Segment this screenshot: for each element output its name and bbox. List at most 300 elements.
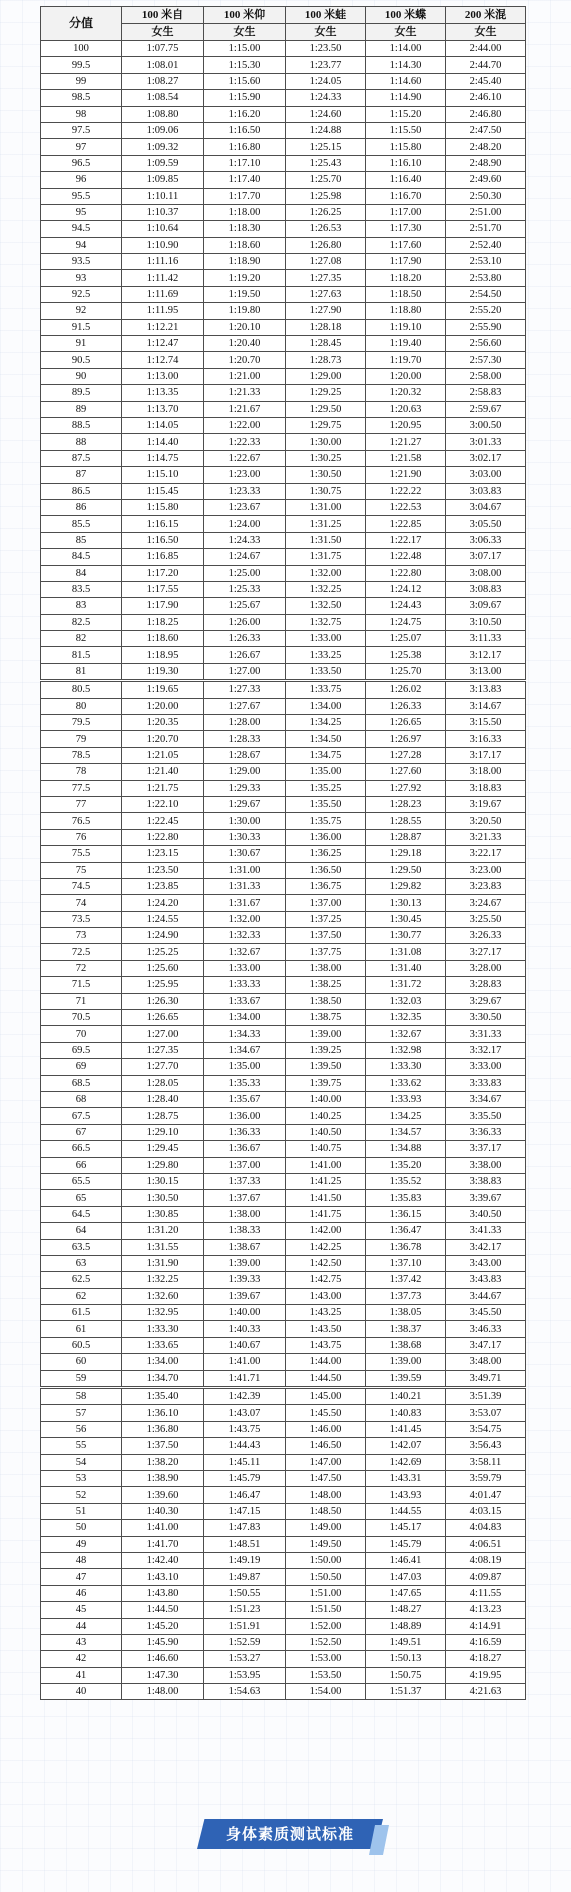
time-cell-100-back: 1:53.27	[204, 1651, 286, 1667]
time-cell-100-breast: 1:36.50	[286, 862, 366, 878]
time-cell-100-back: 1:34.00	[204, 1010, 286, 1026]
time-cell-100-fly: 1:14.90	[366, 90, 446, 106]
time-cell-200-im: 3:11.33	[446, 631, 526, 647]
time-cell-100-back: 1:27.33	[204, 681, 286, 698]
table-row	[41, 764, 526, 780]
table-row	[41, 911, 526, 927]
time-cell-100-breast: 1:26.80	[286, 237, 366, 253]
time-cell-100-free: 1:09.32	[122, 139, 204, 155]
time-cell-100-fly: 1:29.82	[366, 878, 446, 894]
table-row	[41, 598, 526, 614]
time-cell-100-back: 1:19.80	[204, 303, 286, 319]
time-cell-100-fly: 1:15.20	[366, 106, 446, 122]
time-cell-100-back: 1:25.33	[204, 581, 286, 597]
time-cell-100-fly: 1:34.57	[366, 1124, 446, 1140]
time-cell-200-im: 3:20.50	[446, 813, 526, 829]
table-row	[41, 895, 526, 911]
table-row	[41, 715, 526, 731]
time-cell-100-back: 1:35.33	[204, 1075, 286, 1091]
time-cell-200-im: 3:27.17	[446, 944, 526, 960]
score-cell: 55	[41, 1438, 122, 1454]
time-cell-100-back: 1:20.40	[204, 336, 286, 352]
time-cell-100-back: 1:15.90	[204, 90, 286, 106]
time-cell-200-im: 3:17.17	[446, 747, 526, 763]
time-cell-100-free: 1:28.40	[122, 1092, 204, 1108]
time-cell-200-im: 3:07.17	[446, 549, 526, 565]
time-cell-100-fly: 1:49.51	[366, 1634, 446, 1650]
time-cell-100-fly: 1:47.03	[366, 1569, 446, 1585]
time-cell-100-back: 1:18.30	[204, 221, 286, 237]
time-cell-100-back: 1:22.67	[204, 450, 286, 466]
time-cell-100-breast: 1:32.50	[286, 598, 366, 614]
table-row	[41, 532, 526, 548]
time-cell-100-fly: 1:32.67	[366, 1026, 446, 1042]
time-cell-200-im: 3:04.67	[446, 499, 526, 515]
time-cell-100-breast: 1:51.50	[286, 1602, 366, 1618]
time-cell-100-breast: 1:28.45	[286, 336, 366, 352]
time-cell-100-breast: 1:28.18	[286, 319, 366, 335]
time-cell-100-back: 1:47.83	[204, 1520, 286, 1536]
time-cell-100-fly: 1:14.30	[366, 57, 446, 73]
table-row	[41, 1438, 526, 1454]
score-cell: 93.5	[41, 254, 122, 270]
time-cell-100-free: 1:08.54	[122, 90, 204, 106]
time-cell-200-im: 2:58.83	[446, 385, 526, 401]
score-cell: 77.5	[41, 780, 122, 796]
time-cell-100-free: 1:17.55	[122, 581, 204, 597]
score-cell: 54	[41, 1454, 122, 1470]
time-cell-100-fly: 1:34.88	[366, 1141, 446, 1157]
time-cell-200-im: 3:25.50	[446, 911, 526, 927]
table-body	[41, 41, 526, 1700]
table-row	[41, 319, 526, 335]
event-header-100-free: 100 米自	[122, 7, 204, 24]
time-cell-100-fly: 1:33.62	[366, 1075, 446, 1091]
time-cell-100-breast: 1:40.00	[286, 1092, 366, 1108]
time-cell-100-back: 1:24.00	[204, 516, 286, 532]
table-row	[41, 549, 526, 565]
time-cell-100-free: 1:10.64	[122, 221, 204, 237]
score-cell: 64	[41, 1223, 122, 1239]
table-row	[41, 237, 526, 253]
time-cell-100-fly: 1:20.63	[366, 401, 446, 417]
time-cell-100-free: 1:37.50	[122, 1438, 204, 1454]
table-row	[41, 368, 526, 384]
time-cell-200-im: 2:48.90	[446, 155, 526, 171]
time-cell-100-breast: 1:43.75	[286, 1337, 366, 1353]
score-cell: 66	[41, 1157, 122, 1173]
time-cell-100-back: 1:42.39	[204, 1388, 286, 1405]
time-cell-200-im: 4:16.59	[446, 1634, 526, 1650]
time-cell-100-back: 1:40.67	[204, 1337, 286, 1353]
score-cell: 81	[41, 663, 122, 680]
time-cell-100-free: 1:11.42	[122, 270, 204, 286]
time-cell-100-back: 1:18.60	[204, 237, 286, 253]
time-cell-200-im: 3:18.83	[446, 780, 526, 796]
time-cell-100-back: 1:27.67	[204, 698, 286, 714]
score-cell: 44	[41, 1618, 122, 1634]
table-row	[41, 1255, 526, 1271]
time-cell-100-fly: 1:37.42	[366, 1272, 446, 1288]
time-cell-100-fly: 1:43.93	[366, 1487, 446, 1503]
time-cell-100-free: 1:12.47	[122, 336, 204, 352]
time-cell-100-free: 1:23.50	[122, 862, 204, 878]
time-cell-100-free: 1:10.37	[122, 204, 204, 220]
time-cell-200-im: 2:56.60	[446, 336, 526, 352]
table-row	[41, 878, 526, 894]
time-cell-100-fly: 1:48.89	[366, 1618, 446, 1634]
time-cell-200-im: 3:39.67	[446, 1190, 526, 1206]
time-cell-100-free: 1:13.70	[122, 401, 204, 417]
time-cell-100-free: 1:31.55	[122, 1239, 204, 1255]
time-cell-100-free: 1:45.90	[122, 1634, 204, 1650]
score-cell: 82.5	[41, 614, 122, 630]
time-cell-200-im: 2:55.20	[446, 303, 526, 319]
table-row	[41, 813, 526, 829]
gender-header: 女生	[286, 24, 366, 41]
time-cell-100-free: 1:08.80	[122, 106, 204, 122]
time-cell-100-fly: 1:28.55	[366, 813, 446, 829]
score-cell: 96.5	[41, 155, 122, 171]
time-cell-200-im: 3:43.00	[446, 1255, 526, 1271]
time-cell-100-back: 1:36.67	[204, 1141, 286, 1157]
time-cell-100-fly: 1:36.78	[366, 1239, 446, 1255]
time-cell-100-back: 1:48.51	[204, 1536, 286, 1552]
table-row	[41, 1405, 526, 1421]
time-cell-200-im: 3:15.50	[446, 715, 526, 731]
score-cell: 83.5	[41, 581, 122, 597]
table-row	[41, 581, 526, 597]
time-cell-100-breast: 1:34.50	[286, 731, 366, 747]
time-cell-100-breast: 1:43.25	[286, 1305, 366, 1321]
time-cell-100-breast: 1:40.50	[286, 1124, 366, 1140]
time-cell-200-im: 2:59.67	[446, 401, 526, 417]
time-cell-200-im: 3:26.33	[446, 928, 526, 944]
time-cell-100-breast: 1:42.75	[286, 1272, 366, 1288]
time-cell-100-fly: 1:22.48	[366, 549, 446, 565]
table-row	[41, 1305, 526, 1321]
time-cell-100-free: 1:09.59	[122, 155, 204, 171]
table-row	[41, 450, 526, 466]
score-cell: 61	[41, 1321, 122, 1337]
time-cell-100-breast: 1:42.00	[286, 1223, 366, 1239]
time-cell-100-back: 1:39.00	[204, 1255, 286, 1271]
time-cell-100-fly: 1:44.55	[366, 1503, 446, 1519]
time-cell-100-back: 1:29.00	[204, 764, 286, 780]
score-cell: 85	[41, 532, 122, 548]
time-cell-200-im: 3:42.17	[446, 1239, 526, 1255]
score-cell: 62	[41, 1288, 122, 1304]
time-cell-100-back: 1:37.67	[204, 1190, 286, 1206]
score-cell: 99.5	[41, 57, 122, 73]
time-cell-100-back: 1:41.00	[204, 1354, 286, 1370]
table-row	[41, 846, 526, 862]
table-row	[41, 401, 526, 417]
time-cell-100-back: 1:44.43	[204, 1438, 286, 1454]
score-cell: 84	[41, 565, 122, 581]
time-cell-100-free: 1:43.10	[122, 1569, 204, 1585]
time-cell-200-im: 2:54.50	[446, 286, 526, 302]
time-cell-100-back: 1:22.33	[204, 434, 286, 450]
time-cell-200-im: 3:08.00	[446, 565, 526, 581]
time-cell-200-im: 3:18.00	[446, 764, 526, 780]
time-cell-200-im: 3:56.43	[446, 1438, 526, 1454]
time-cell-100-free: 1:16.50	[122, 532, 204, 548]
table-row	[41, 1520, 526, 1536]
table-header	[41, 7, 526, 41]
score-cell: 76	[41, 829, 122, 845]
time-cell-100-breast: 1:37.75	[286, 944, 366, 960]
time-cell-100-fly: 1:17.60	[366, 237, 446, 253]
time-cell-100-back: 1:15.30	[204, 57, 286, 73]
score-cell: 63	[41, 1255, 122, 1271]
time-cell-100-free: 1:27.35	[122, 1042, 204, 1058]
time-cell-100-breast: 1:36.25	[286, 846, 366, 862]
time-cell-200-im: 3:45.50	[446, 1305, 526, 1321]
time-cell-100-fly: 1:20.32	[366, 385, 446, 401]
score-cell: 67.5	[41, 1108, 122, 1124]
time-cell-100-breast: 1:33.00	[286, 631, 366, 647]
time-cell-100-fly: 1:16.40	[366, 172, 446, 188]
time-cell-200-im: 3:43.83	[446, 1272, 526, 1288]
time-cell-100-free: 1:40.30	[122, 1503, 204, 1519]
time-cell-100-fly: 1:43.31	[366, 1470, 446, 1486]
table-row	[41, 204, 526, 220]
time-cell-100-breast: 1:43.50	[286, 1321, 366, 1337]
table-row	[41, 352, 526, 368]
score-cell: 72	[41, 960, 122, 976]
time-cell-100-breast: 1:29.50	[286, 401, 366, 417]
table-row	[41, 1337, 526, 1353]
time-cell-200-im: 2:46.80	[446, 106, 526, 122]
time-cell-100-free: 1:38.90	[122, 1470, 204, 1486]
time-cell-100-breast: 1:29.25	[286, 385, 366, 401]
gender-header: 女生	[366, 24, 446, 41]
time-cell-100-fly: 1:40.83	[366, 1405, 446, 1421]
time-cell-100-back: 1:17.10	[204, 155, 286, 171]
score-cell: 53	[41, 1470, 122, 1486]
time-cell-100-breast: 1:38.25	[286, 977, 366, 993]
score-cell: 82	[41, 631, 122, 647]
time-cell-200-im: 3:16.33	[446, 731, 526, 747]
event-header-row	[41, 7, 526, 24]
time-cell-200-im: 3:02.17	[446, 450, 526, 466]
table-row	[41, 960, 526, 976]
time-cell-200-im: 3:12.17	[446, 647, 526, 663]
time-cell-100-fly: 1:19.10	[366, 319, 446, 335]
time-cell-100-free: 1:07.75	[122, 41, 204, 57]
time-cell-100-free: 1:08.27	[122, 73, 204, 89]
time-cell-100-back: 1:18.90	[204, 254, 286, 270]
time-cell-100-fly: 1:27.92	[366, 780, 446, 796]
table-row	[41, 1190, 526, 1206]
time-cell-100-free: 1:22.10	[122, 796, 204, 812]
table-row	[41, 57, 526, 73]
time-cell-100-back: 1:31.33	[204, 878, 286, 894]
time-cell-100-breast: 1:40.25	[286, 1108, 366, 1124]
time-cell-100-free: 1:41.00	[122, 1520, 204, 1536]
table-row	[41, 73, 526, 89]
time-cell-100-free: 1:14.05	[122, 417, 204, 433]
time-cell-200-im: 2:51.70	[446, 221, 526, 237]
table-row	[41, 467, 526, 483]
time-cell-100-back: 1:38.33	[204, 1223, 286, 1239]
time-cell-200-im: 3:19.67	[446, 796, 526, 812]
time-cell-100-fly: 1:24.12	[366, 581, 446, 597]
score-cell: 76.5	[41, 813, 122, 829]
time-cell-100-fly: 1:30.13	[366, 895, 446, 911]
time-cell-100-free: 1:22.80	[122, 829, 204, 845]
table-row	[41, 122, 526, 138]
time-cell-100-fly: 1:25.38	[366, 647, 446, 663]
time-cell-100-fly: 1:18.80	[366, 303, 446, 319]
time-cell-100-breast: 1:26.25	[286, 204, 366, 220]
time-cell-100-breast: 1:48.00	[286, 1487, 366, 1503]
time-cell-100-breast: 1:32.75	[286, 614, 366, 630]
time-cell-100-free: 1:24.20	[122, 895, 204, 911]
time-cell-100-free: 1:14.75	[122, 450, 204, 466]
table-row	[41, 1536, 526, 1552]
score-cell: 57	[41, 1405, 122, 1421]
table-row	[41, 1173, 526, 1189]
time-cell-200-im: 3:33.00	[446, 1059, 526, 1075]
gender-header: 女生	[122, 24, 204, 41]
score-cell: 85.5	[41, 516, 122, 532]
time-cell-100-free: 1:36.10	[122, 1405, 204, 1421]
time-cell-100-fly: 1:18.20	[366, 270, 446, 286]
score-cell: 65.5	[41, 1173, 122, 1189]
time-cell-200-im: 4:01.47	[446, 1487, 526, 1503]
table-row	[41, 1059, 526, 1075]
time-cell-100-fly: 1:51.37	[366, 1684, 446, 1700]
table-row	[41, 1239, 526, 1255]
time-cell-100-fly: 1:31.40	[366, 960, 446, 976]
time-cell-100-free: 1:11.69	[122, 286, 204, 302]
time-cell-100-free: 1:31.20	[122, 1223, 204, 1239]
time-cell-100-fly: 1:26.65	[366, 715, 446, 731]
score-cell: 84.5	[41, 549, 122, 565]
time-cell-200-im: 2:57.30	[446, 352, 526, 368]
time-cell-200-im: 3:36.33	[446, 1124, 526, 1140]
time-cell-100-breast: 1:26.53	[286, 221, 366, 237]
time-cell-100-breast: 1:40.75	[286, 1141, 366, 1157]
table-row	[41, 1092, 526, 1108]
score-cell: 71	[41, 993, 122, 1009]
score-cell: 90.5	[41, 352, 122, 368]
table-row	[41, 1223, 526, 1239]
time-cell-100-breast: 1:53.50	[286, 1667, 366, 1683]
time-cell-100-back: 1:15.60	[204, 73, 286, 89]
time-cell-100-back: 1:28.00	[204, 715, 286, 731]
time-cell-100-free: 1:11.95	[122, 303, 204, 319]
table-row	[41, 1288, 526, 1304]
time-cell-100-breast: 1:39.25	[286, 1042, 366, 1058]
time-cell-100-breast: 1:34.00	[286, 698, 366, 714]
time-cell-100-free: 1:08.01	[122, 57, 204, 73]
score-cell: 72.5	[41, 944, 122, 960]
event-header-100-fly: 100 米蝶	[366, 7, 446, 24]
score-cell: 93	[41, 270, 122, 286]
time-cell-200-im: 3:44.67	[446, 1288, 526, 1304]
time-cell-200-im: 3:14.67	[446, 698, 526, 714]
gender-header: 女生	[446, 24, 526, 41]
time-cell-200-im: 2:48.20	[446, 139, 526, 155]
score-cell: 69.5	[41, 1042, 122, 1058]
time-cell-100-breast: 1:24.33	[286, 90, 366, 106]
time-cell-100-free: 1:36.80	[122, 1421, 204, 1437]
time-cell-100-breast: 1:30.25	[286, 450, 366, 466]
time-cell-200-im: 3:54.75	[446, 1421, 526, 1437]
time-cell-100-back: 1:22.00	[204, 417, 286, 433]
score-table	[40, 6, 526, 1700]
time-cell-100-free: 1:32.95	[122, 1305, 204, 1321]
time-cell-100-back: 1:33.33	[204, 977, 286, 993]
time-cell-100-free: 1:10.11	[122, 188, 204, 204]
score-cell: 75	[41, 862, 122, 878]
time-cell-100-back: 1:30.33	[204, 829, 286, 845]
time-cell-100-breast: 1:41.00	[286, 1157, 366, 1173]
time-cell-100-back: 1:39.33	[204, 1272, 286, 1288]
time-cell-100-back: 1:26.67	[204, 647, 286, 663]
time-cell-100-fly: 1:32.03	[366, 993, 446, 1009]
time-cell-100-breast: 1:47.00	[286, 1454, 366, 1470]
time-cell-100-breast: 1:27.08	[286, 254, 366, 270]
table-row	[41, 796, 526, 812]
time-cell-100-breast: 1:33.75	[286, 681, 366, 698]
time-cell-100-back: 1:18.00	[204, 204, 286, 220]
time-cell-200-im: 3:09.67	[446, 598, 526, 614]
time-cell-100-back: 1:24.67	[204, 549, 286, 565]
time-cell-100-free: 1:13.35	[122, 385, 204, 401]
score-cell: 98.5	[41, 90, 122, 106]
time-cell-100-back: 1:29.67	[204, 796, 286, 812]
time-cell-200-im: 4:03.15	[446, 1503, 526, 1519]
time-cell-200-im: 3:06.33	[446, 532, 526, 548]
score-cell: 77	[41, 796, 122, 812]
time-cell-100-fly: 1:39.59	[366, 1370, 446, 1387]
time-cell-100-back: 1:21.33	[204, 385, 286, 401]
score-cell: 80	[41, 698, 122, 714]
score-cell: 91.5	[41, 319, 122, 335]
table-row	[41, 1454, 526, 1470]
score-cell: 74.5	[41, 878, 122, 894]
time-cell-200-im: 3:03.00	[446, 467, 526, 483]
time-cell-100-fly: 1:26.97	[366, 731, 446, 747]
time-cell-100-free: 1:34.70	[122, 1370, 204, 1387]
time-cell-100-fly: 1:32.35	[366, 1010, 446, 1026]
time-cell-100-breast: 1:25.98	[286, 188, 366, 204]
time-cell-100-breast: 1:39.75	[286, 1075, 366, 1091]
time-cell-100-free: 1:13.00	[122, 368, 204, 384]
table-row	[41, 336, 526, 352]
time-cell-100-back: 1:33.00	[204, 960, 286, 976]
time-cell-100-breast: 1:30.00	[286, 434, 366, 450]
time-cell-200-im: 3:59.79	[446, 1470, 526, 1486]
time-cell-100-back: 1:17.70	[204, 188, 286, 204]
time-cell-100-free: 1:39.60	[122, 1487, 204, 1503]
time-cell-100-fly: 1:21.27	[366, 434, 446, 450]
score-cell: 94.5	[41, 221, 122, 237]
table-row	[41, 1272, 526, 1288]
time-cell-200-im: 3:13.00	[446, 663, 526, 680]
time-cell-100-back: 1:35.67	[204, 1092, 286, 1108]
time-cell-100-free: 1:30.15	[122, 1173, 204, 1189]
time-cell-200-im: 3:38.83	[446, 1173, 526, 1189]
time-cell-100-back: 1:17.40	[204, 172, 286, 188]
time-cell-100-breast: 1:45.00	[286, 1388, 366, 1405]
time-cell-100-fly: 1:21.58	[366, 450, 446, 466]
time-cell-100-breast: 1:27.90	[286, 303, 366, 319]
